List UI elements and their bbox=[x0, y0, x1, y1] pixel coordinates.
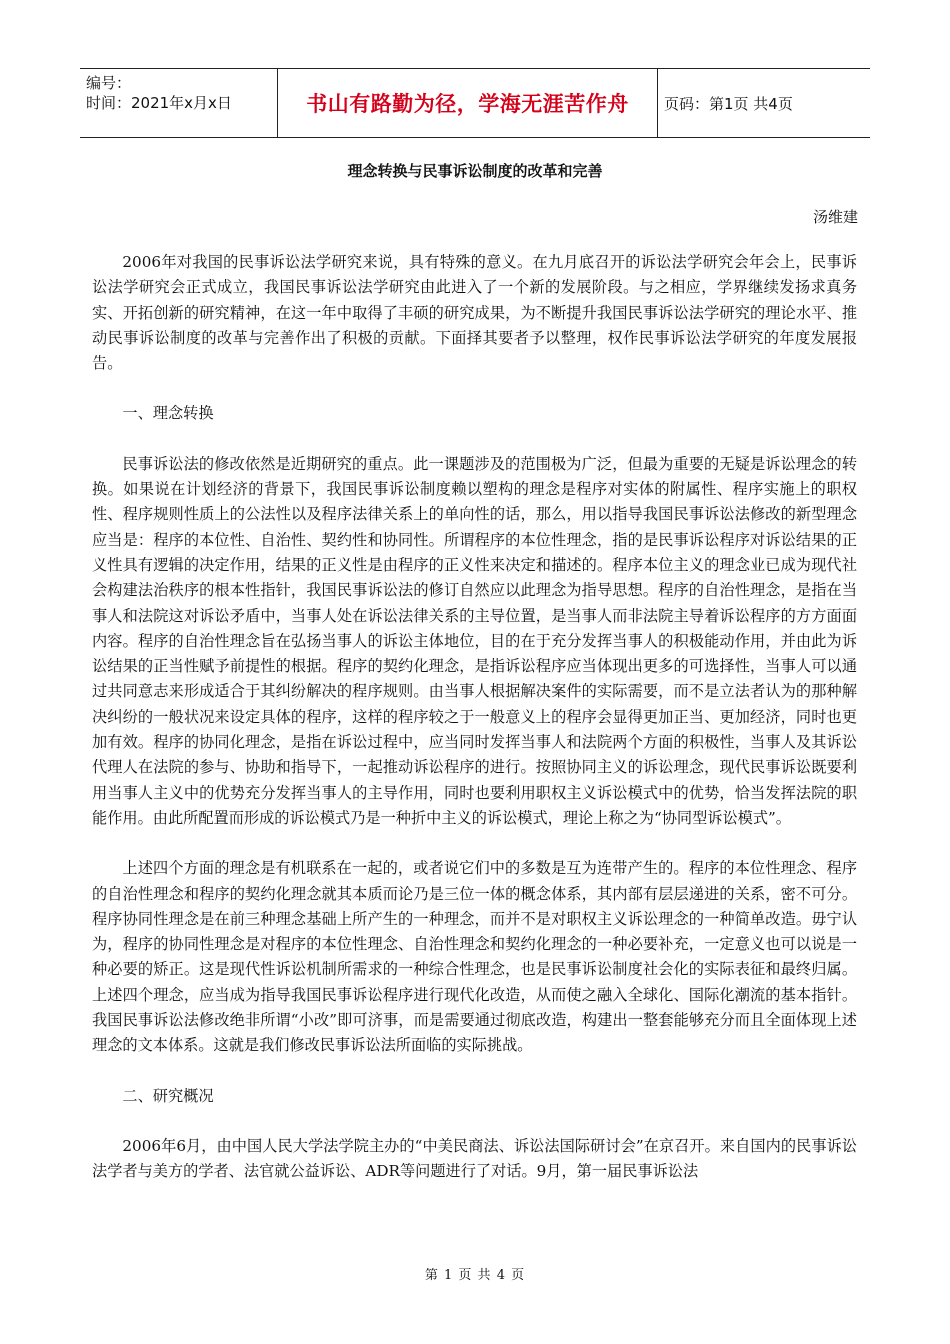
document-title: 理念转换与民事诉讼制度的改革和完善 bbox=[347, 162, 603, 180]
header-page-info: 页码：第1页 共4页 bbox=[664, 94, 793, 113]
section-heading-2: 二、研究概况 bbox=[122, 1086, 214, 1105]
header-page-cell bbox=[658, 69, 870, 137]
document-body bbox=[92, 250, 857, 1210]
paragraph-concept-transformation: 民事诉讼法的修改依然是近期研究的重点。此一课题涉及的范围极为广泛，但最为重要的无疑是诉讼理念的转换。如果说在计划经济的背景下，我国民事诉讼制度赖以塑构的理念是程序对实体的附属性、程序实施上的职权性、程序规则性质上的公法性以及程序法律关系上的单向性的话，那么，用以指导我国民事诉讼法修改的新型理念应当是：程序的本位性、自治性、契约性和协同性。所谓程序的本位性理念，指的是民事诉讼程序对诉讼结果的正义性具有逻辑的决定作用，结果的正义性是由程序的正义性来决定和描述的。程序本位主义的理念业已成为现代社会构建法治秩序的根本性指针，我国民事诉讼法的修订自然应以此理念为指导思想。程序的自治性理念，是指在当事人和法院这对诉讼矛盾中，当事人处在诉讼法律关系的主导位置，是当事人而非法院主导着诉讼程序的方方面面内容。程序的自治性理念旨在弘扬当事人的诉讼主体地位，目的在于充分发挥当事人的积极能动作用，并由此为诉讼结果的正当性赋予前提性的根据。程序的契约化理念，是指诉讼程序应当体现出更多的可选择性，当事人可以通过共同意志来形成适合于其纠纷解决的程序规则。由当事人根据解决案件的实际需要，而不是立法者认为的那种解决纠纷的一般状况来设定具体的程序，这样的程序较之于一般意义上的程序会显得更加正当、更加经济，同时也更加有效。程序的协同化理念，是指在诉讼过程中，应当同时发挥当事人和法院两个方面的积极性，当事人及其诉讼代理人在法院的参与、协助和指导下，一起推动诉讼程序的进行。按照协同主义的诉讼理念，现代民事诉讼既要利用当事人主义中的优势充分发挥当事人的主导作用，同时也要利用职权主义诉讼模式中的优势，恰当发挥法院的职能作用。由此所配置而形成的诉讼模式乃是一种折中主义的诉讼模式，理论上称之为“协同型诉讼模式”。 bbox=[92, 454, 857, 827]
motto-text: 书山有路勤为径，学海无涯苦作舟 bbox=[306, 92, 629, 116]
header-motto-cell bbox=[278, 69, 658, 137]
header-meta-cell bbox=[80, 69, 278, 137]
document-author: 汤维建 bbox=[812, 208, 858, 226]
section-heading-1: 一、理念转换 bbox=[122, 404, 214, 423]
header-table bbox=[80, 68, 870, 138]
paragraph-research-overview: 2006年6月，由中国人民大学法学院主办的“中美民商法、诉讼法国际研讨会”在京召开。来自国内的民事诉讼法学者与美方的学者、法官就公益诉讼、ADR等问题进行了对话。9月，第一届民事诉讼法 bbox=[92, 1136, 857, 1181]
page-footer: 第 1 页 共 4 页 bbox=[424, 1268, 526, 1283]
paragraph-four-concepts: 上述四个方面的理念是有机联系在一起的，或者说它们中的多数是互为连带产生的。程序的本位性理念、程序的自治性理念和程序的契约化理念就其本质而论乃是三位一体的概念体系，其内部有层层递进的关系，密不可分。程序协同性理念是在前三种理念基础上所产生的一种理念，而并不是对职权主义诉讼理念的一种简单改造。毋宁认为，程序的协同性理念是对程序的本位性理念、自治性理念和契约化理念的一种必要补充，一定意义也可以说是一种必要的矫正。这是现代性诉讼机制所需求的一种综合性理念，也是民事诉讼制度社会化的实际表征和最终归属。上述四个理念，应当成为指导我国民事诉讼程序进行现代化改造，从而使之融入全球化、国际化潮流的基本指针。我国民事诉讼法修改绝非所谓“小改”即可济事，而是需要通过彻底改造，构建出一整套能够充分而且全面体现上述理念的文本体系。这就是我们修改民事诉讼法所面临的实际挑战。 bbox=[92, 859, 857, 1055]
document-time-label: 时间：2021年x月x日 bbox=[86, 94, 232, 112]
document-number-label: 编号： bbox=[86, 74, 132, 92]
paragraph-intro: 2006年对我国的民事诉讼法学研究来说，具有特殊的意义。在九月底召开的诉讼法学研究会年会上，民事诉讼法学研究会正式成立，我国民事诉讼法学研究由此进入了一个新的发展阶段。与之相应，学界继续发扬求真务实、开拓创新的研究精神，在这一年中取得了丰硕的研究成果，为不断提升我国民事诉讼法学研究的理论水平、推动民事诉讼制度的改革与完善作出了积极的贡献。下面择其要者予以整理，权作民事诉讼法学研究的年度发展报告。 bbox=[92, 253, 857, 373]
